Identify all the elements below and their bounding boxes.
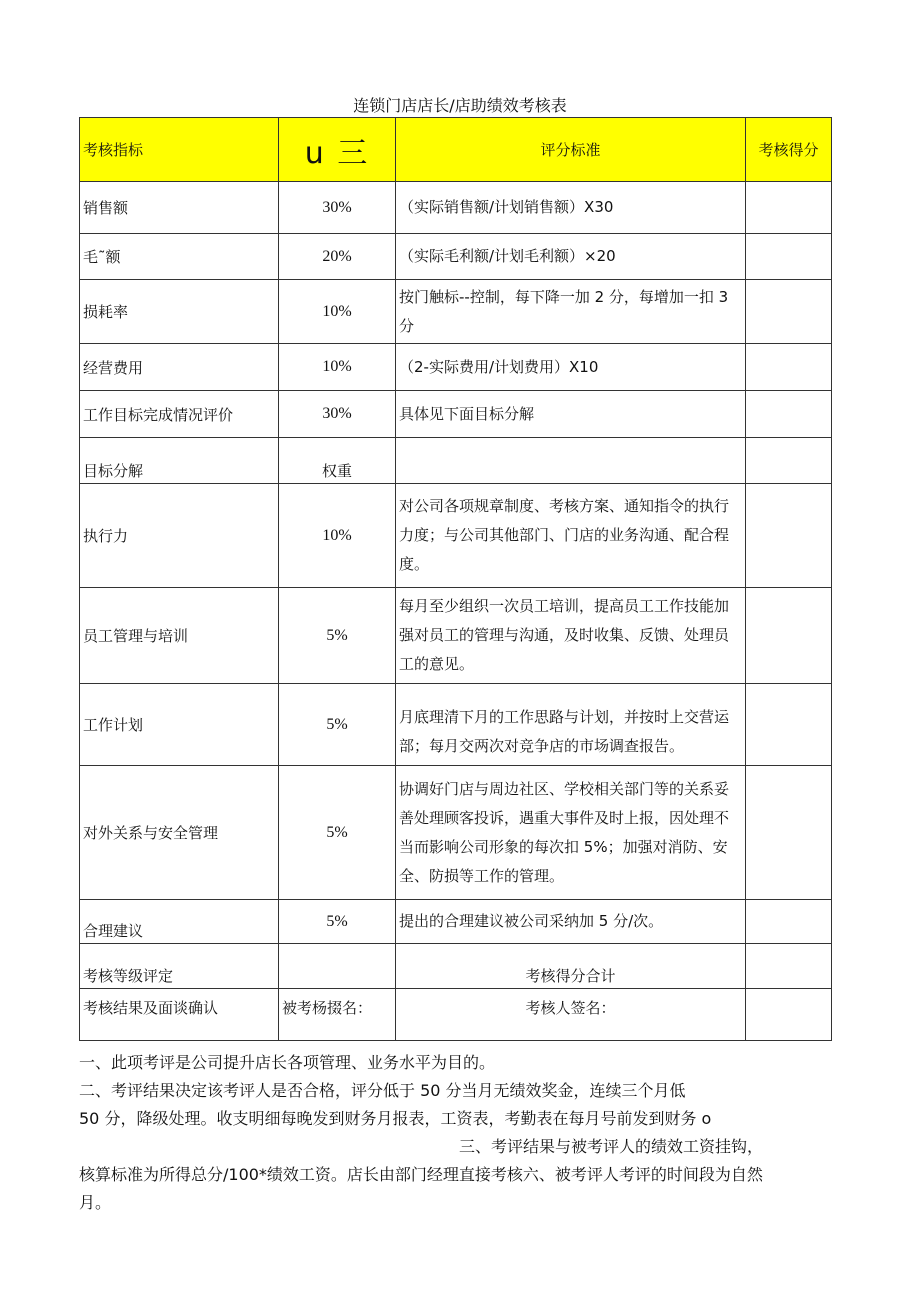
score-cell[interactable] — [746, 182, 832, 234]
indicator-cell: 工作计划 — [80, 684, 279, 766]
header-standard: 评分标准 — [396, 118, 746, 182]
note-line: 核算标准为所得总分/100*绩效工资。店长由部门经理直接考核六、被考评人考评的时间段为自然 — [79, 1165, 763, 1184]
indicator-cell: 经营费用 — [80, 344, 279, 391]
score-cell[interactable] — [746, 484, 832, 588]
score-cell[interactable] — [746, 766, 832, 900]
total-score-label: 考核得分合计 — [396, 944, 746, 989]
score-cell[interactable] — [746, 344, 832, 391]
standard-cell — [396, 438, 746, 484]
standard-cell: 每月至少组织一次员工培训，提高员工工作技能加强对员工的管理与沟通，及时收集、反馈、处理员工的意见。 — [396, 588, 746, 684]
standard-cell: （实际毛利额/计划毛利额）×20 — [396, 234, 746, 280]
score-cell[interactable] — [746, 900, 832, 944]
note-line: 一、此项考评是公司提升店长各项管理、业务水平为目的。 — [79, 1053, 496, 1072]
table-row — [80, 344, 832, 391]
indicator-cell: 损耗率 — [80, 280, 279, 344]
weight-cell: 权重 — [279, 438, 396, 484]
table-row — [80, 234, 832, 280]
confirm-row — [80, 989, 832, 1041]
notes-section — [79, 1049, 839, 1217]
grade-label: 考核等级评定 — [80, 944, 279, 989]
score-cell[interactable] — [746, 280, 832, 344]
standard-cell: 按门触标--控制，每下降一加 2 分，每增加一扣 3 分 — [396, 280, 746, 344]
grade-row — [80, 944, 832, 989]
score-cell[interactable] — [746, 391, 832, 438]
note-line: 三、考评结果与被考评人的绩效工资挂钩， — [459, 1137, 764, 1156]
table-row — [80, 900, 832, 944]
standard-cell: 具体见下面目标分解 — [396, 391, 746, 438]
table-row — [80, 280, 832, 344]
form-title: 连锁门店店长/店助绩效考核表 — [353, 96, 567, 115]
standard-cell: 协调好门店与周边社区、学校相关部门等的关系妥善处理顾客投诉，遇重大事件及时上报，因处理不当而影响公司形象的每次扣 5%；加强对消防、安全、防损等工作的管理。 — [396, 766, 746, 900]
header-weight: u 三 — [279, 118, 396, 182]
examinee-signature-label: 被考杨掇名： — [279, 989, 396, 1041]
indicator-cell: 执行力 — [80, 484, 279, 588]
table-row — [80, 588, 832, 684]
weight-cell: 5% — [279, 900, 396, 944]
standard-cell: 月底理清下月的工作思路与计划，并按时上交营运部；每月交两次对竞争店的市场调查报告。 — [396, 684, 746, 766]
table-row — [80, 391, 832, 438]
table-row — [80, 484, 832, 588]
note-line: 月。 — [79, 1193, 112, 1212]
weight-cell: 30% — [279, 391, 396, 438]
standard-cell: （2-实际费用/计划费用）X10 — [396, 344, 746, 391]
table-row — [80, 182, 832, 234]
weight-cell: 20% — [279, 234, 396, 280]
weight-cell: 5% — [279, 588, 396, 684]
weight-cell: 10% — [279, 344, 396, 391]
note-line: 二、考评结果决定该考评人是否合格，评分低于 50 分当月无绩效奖金，连续三个月低 — [79, 1081, 686, 1100]
score-cell[interactable] — [746, 588, 832, 684]
score-cell[interactable] — [746, 684, 832, 766]
header-indicator: 考核指标 — [80, 118, 279, 182]
table-row — [80, 684, 832, 766]
indicator-cell: 对外关系与安全管理 — [80, 766, 279, 900]
table-header-row — [80, 118, 832, 182]
standard-cell: 提出的合理建议被公司采纳加 5 分/次。 — [396, 900, 746, 944]
weight-cell: 10% — [279, 280, 396, 344]
indicator-cell: 员工管理与培训 — [80, 588, 279, 684]
performance-appraisal-table — [79, 117, 832, 1041]
weight-cell: 5% — [279, 684, 396, 766]
table-row — [80, 766, 832, 900]
indicator-cell: 工作目标完成情况评价 — [80, 391, 279, 438]
indicator-cell: 毛˜额 — [80, 234, 279, 280]
table-row — [80, 438, 832, 484]
confirm-label: 考核结果及面谈确认 — [80, 989, 279, 1041]
score-cell[interactable] — [746, 438, 832, 484]
indicator-cell: 合理建议 — [80, 900, 279, 944]
total-score-cell[interactable] — [746, 944, 832, 989]
standard-cell: （实际销售额/计划销售额）X30 — [396, 182, 746, 234]
indicator-cell: 销售额 — [80, 182, 279, 234]
header-score: 考核得分 — [746, 118, 832, 182]
weight-cell: 10% — [279, 484, 396, 588]
grade-value-cell[interactable] — [279, 944, 396, 989]
score-cell[interactable] — [746, 234, 832, 280]
examiner-signature-label: 考核人签名： — [396, 989, 746, 1041]
standard-cell: 对公司各项规章制度、考核方案、通知指令的执行力度；与公司其他部门、门店的业务沟通、配合程度。 — [396, 484, 746, 588]
weight-cell: 30% — [279, 182, 396, 234]
indicator-cell: 目标分解 — [80, 438, 279, 484]
signature-cell[interactable] — [746, 989, 832, 1041]
weight-cell: 5% — [279, 766, 396, 900]
note-line: 50 分，降级处理。收支明细每晚发到财务月报表，工资表，考勤表在每月号前发到财务 o — [79, 1109, 712, 1128]
